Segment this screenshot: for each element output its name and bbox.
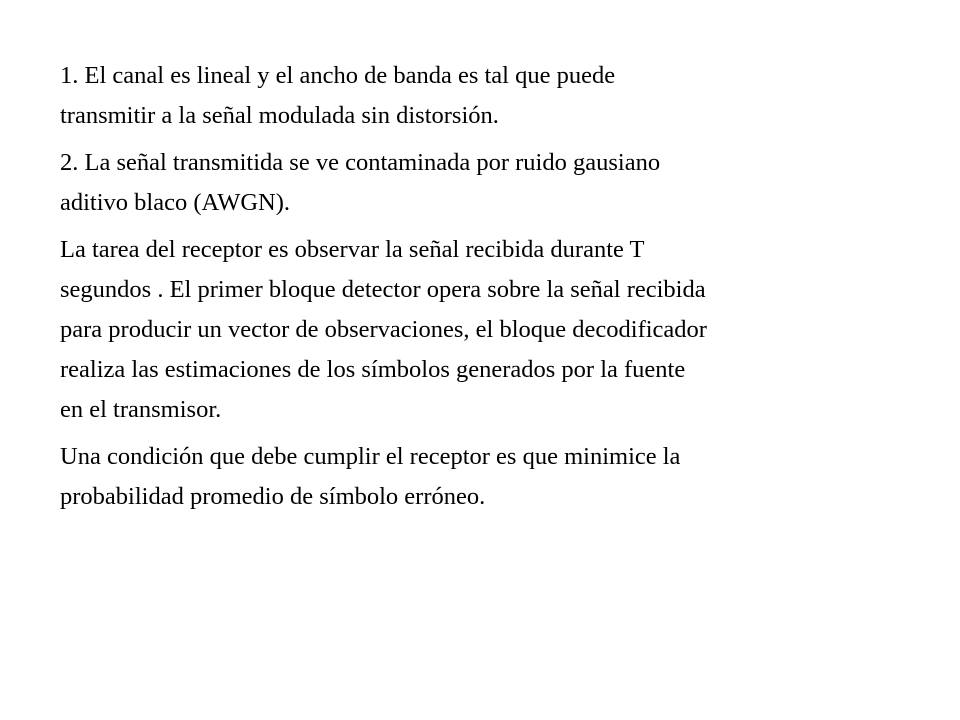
paragraph-2 (60, 143, 920, 223)
paragraph-3-line-1: La tarea del receptor es observar la señal recibida durante T (60, 236, 645, 263)
paragraph-3 (60, 230, 920, 430)
paragraph-4 (60, 437, 920, 517)
paragraph-1 (60, 56, 920, 136)
paragraph-1-line-2: transmitir a la señal modulada sin distorsión. (60, 102, 499, 129)
paragraph-4-line-1: Una condición que debe cumplir el receptor es que minimice la (60, 443, 681, 470)
paragraph-2-line-2: aditivo blaco (AWGN). (60, 189, 291, 216)
paragraph-2-line-1: 2. La señal transmitida se ve contaminada por ruido gausiano (60, 149, 661, 176)
paragraph-1-line-1: 1. El canal es lineal y el ancho de banda es tal que puede (60, 62, 616, 89)
paragraph-3-line-2: segundos . El primer bloque detector opera sobre la señal recibida (60, 276, 706, 303)
paragraph-3-line-3: para producir un vector de observaciones, el bloque decodificador (60, 316, 707, 343)
paragraph-4-line-2: probabilidad promedio de símbolo erróneo. (60, 483, 486, 510)
paragraph-3-line-5: en el transmisor. (60, 396, 222, 423)
slide-body (60, 56, 920, 524)
paragraph-3-line-4: realiza las estimaciones de los símbolos generados por la fuente (60, 356, 686, 383)
